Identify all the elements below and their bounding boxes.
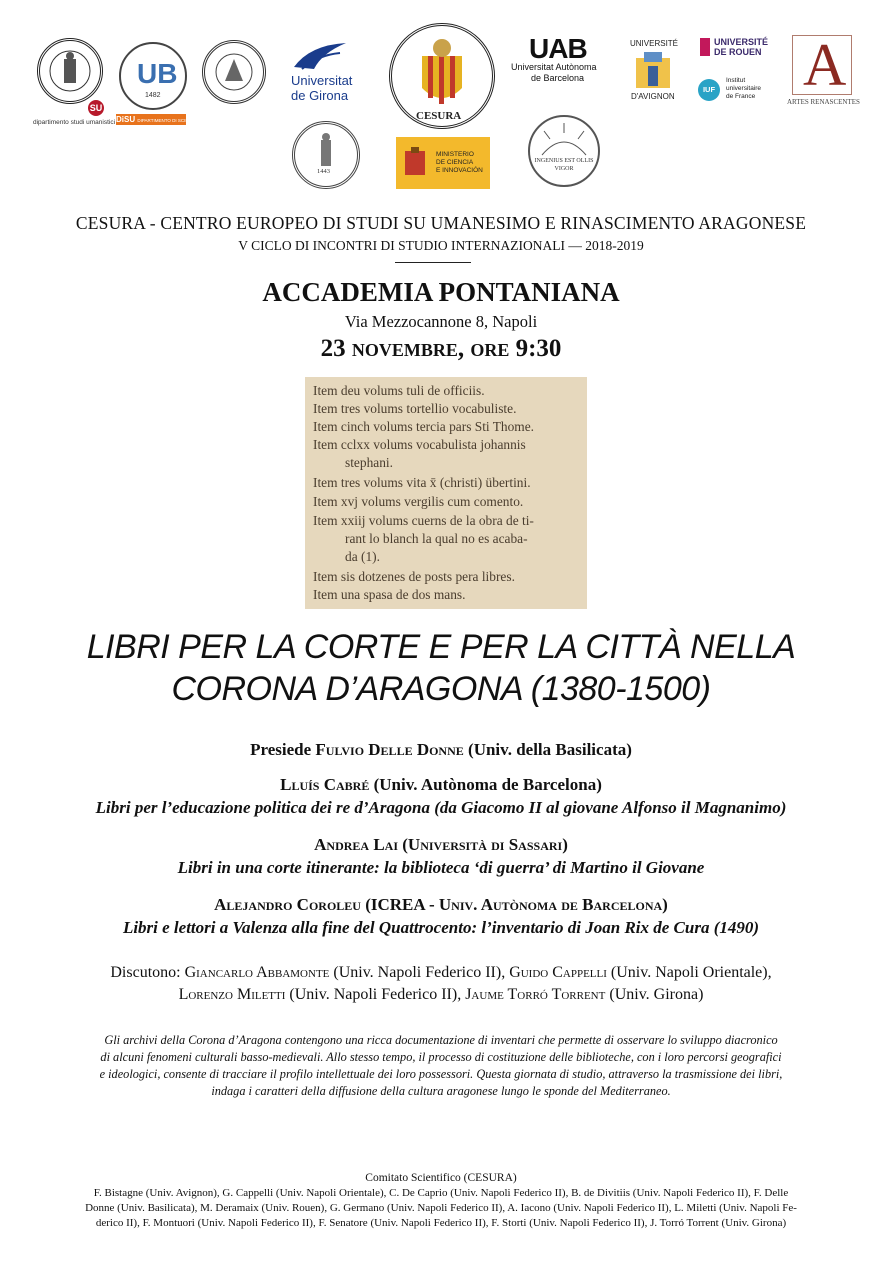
- uab-name-1: Universitat Autònoma: [511, 62, 597, 72]
- committee-line-3: derico II), F. Montuori (Univ. Napoli Federico II), F. Senatore (Univ. Napoli Federico II), F. Storti (Univ. Napoli Federico II), J. Torró Torrent (Univ. Girona): [95, 1217, 787, 1229]
- event-title-line-2: CORONA D’ARAGONA (1380-1500): [171, 670, 711, 708]
- pontaniana-figure-icon: [295, 124, 357, 186]
- artes-mark: A: [803, 32, 847, 98]
- seal-motto: INGENIUS EST OLLIS VIGOR: [534, 158, 594, 172]
- discussion-label: Discutono:: [110, 964, 185, 981]
- talk-3-title: Libri e lettori a Valenza alla fine del Quattrocento: l’inventario di Joan Rix de Cura (1490): [122, 918, 760, 937]
- girona-name-1: Universitat: [291, 73, 353, 88]
- ub-logo: [119, 42, 187, 110]
- talk-1-title: Libri per l’educazione politica dei re d’Aragona (da Giacomo II al giovane Alfonso il Magnanimo): [95, 798, 787, 817]
- venue-address: Via Mezzocannone 8, Napoli: [344, 312, 538, 331]
- manuscript-line: Item xxiij volums cuerns de la obra de ti-: [313, 513, 534, 528]
- ub-year: 1482: [145, 92, 161, 99]
- chair-name: Fulvio Delle Donne: [315, 740, 464, 759]
- manuscript-line: Item cinch volums tercia pars Sti Thome.: [313, 419, 535, 434]
- ministerio-line-1: MINISTERIO: [436, 151, 474, 158]
- manuscript-inventory-image: [305, 377, 587, 609]
- manuscript-line: rant lo blanch la qual no es acaba-: [345, 531, 528, 546]
- dsu-caption: dipartimento studi umanistici: [33, 119, 116, 126]
- disu-mark: DiSU: [116, 115, 136, 124]
- discussant-name: Lorenzo Miletti: [178, 986, 286, 1003]
- ub-mark: UB: [137, 58, 178, 89]
- rouen-name-2: DE ROUEN: [714, 47, 762, 57]
- talk-speaker: Lluís Cabré: [280, 775, 370, 794]
- discussant-name: Giancarlo Abbamonte: [184, 964, 330, 981]
- ministerio-line-2: DE CIENCIA: [436, 159, 474, 166]
- chair-role: Presiede: [250, 740, 316, 759]
- disu-sub: DIPARTIMENTO DI SCIENZE UMANE: [137, 118, 215, 123]
- talk-affiliation: (ICREA - Univ. Autònoma de Barcelona): [360, 895, 668, 914]
- cesura-emblem-logo: [389, 23, 495, 129]
- venue-heading: ACCADEMIA PONTANIANA: [262, 277, 620, 307]
- event-date: [0, 335, 882, 363]
- uab-name-2: de Barcelona: [531, 73, 585, 83]
- iuf-badge: IUF: [698, 79, 720, 101]
- manuscript-line: Item sis dotzenes de posts pera libres.: [313, 569, 515, 584]
- avignon-building-icon: [634, 50, 672, 90]
- committee-line-1: F. Bistagne (Univ. Avignon), G. Cappelli (Univ. Napoli Orientale), C. De Caprio (Univ. Napoli Federico II), B. de Divitiis (Univ. Napoli Federico II), F. Delle: [93, 1187, 789, 1199]
- basilicata-seal-logo: [37, 38, 103, 104]
- header-divider: [395, 262, 471, 263]
- cycle-heading: V CICLO DI INCONTRI DI STUDIO INTERNAZIONALI — 2018-2019: [238, 238, 644, 253]
- artes-frame: [792, 32, 852, 98]
- federico-ii-seal-logo: [202, 40, 266, 104]
- discussant-name: Jaume Torró Torrent: [465, 986, 606, 1003]
- discussion-line-2: [0, 986, 882, 1004]
- discussant-affiliation: (Univ. Napoli Orientale),: [606, 964, 772, 981]
- event-month-time-label: novembre, ore: [345, 335, 516, 362]
- manuscript-line: Item deu volums tuli de officiis.: [313, 383, 485, 398]
- artes-name: ARTES RENASCENTES: [787, 98, 860, 106]
- event-title-line-1: LIBRI PER LA CORTE E PER LA CITTÀ NELLA: [86, 628, 796, 666]
- event-time: 9:30: [515, 335, 562, 362]
- seal-figure-icon: [40, 41, 100, 101]
- chair-line: [0, 740, 882, 760]
- committee-line-2: Donne (Univ. Basilicata), M. Deramaix (Univ. Rouen), G. Germano (Univ. Napoli Federico II), A. Iacono (Univ. Napoli Federico II), L. Miletti (Univ. Napoli Fe-: [85, 1202, 797, 1214]
- dsu-badge: SU: [88, 100, 104, 116]
- manuscript-line: Item cclxx volums vocabulista johannis: [313, 437, 526, 452]
- disu-badge: [116, 114, 215, 125]
- abstract-line-3: e ideologici, consente di tracciare il profilo intellettuale dei loro possessori. Questa giornata di studio, attraverso la trasmissione dei libri,: [99, 1067, 783, 1081]
- rouen-name-1: UNIVERSITÉ: [714, 37, 769, 47]
- discussion-line-1: [0, 964, 882, 982]
- chair-affiliation: (Univ. della Basilicata): [463, 740, 632, 759]
- org-heading: CESURA - CENTRO EUROPEO DI STUDI SU UMANESIMO E RINASCIMENTO ARAGONESE: [75, 213, 807, 233]
- iuf-name-1: Institut: [726, 77, 746, 84]
- discussant-affiliation: (Univ. Napoli Federico II),: [285, 986, 466, 1003]
- avignon-name-1: UNIVERSITÉ: [630, 39, 679, 48]
- rouen-logo-square: [700, 38, 710, 56]
- pontaniana-seal-logo: [292, 121, 360, 189]
- iuf-name-3: de France: [726, 93, 756, 100]
- avignon-name-2: D'AVIGNON: [631, 92, 675, 101]
- talk-speaker: Alejandro Coroleu: [214, 895, 361, 914]
- talk-3-speaker-line: [0, 895, 882, 915]
- girona-name-2: de Girona: [291, 88, 349, 103]
- talk-speaker: Andrea Lai: [314, 835, 399, 854]
- discussant-affiliation: (Univ. Girona): [605, 986, 704, 1003]
- talk-2-speaker-line: [0, 835, 882, 855]
- iuf-name-2: universitaire: [726, 85, 762, 92]
- manuscript-line: stephani.: [345, 455, 393, 470]
- discussant-affiliation: (Univ. Napoli Federico II),: [329, 964, 510, 981]
- manuscript-line: Item tres volums tortellio vocabuliste.: [313, 401, 517, 416]
- talk-1-speaker-line: [0, 775, 882, 795]
- manuscript-line: Item una spasa de dos mans.: [313, 587, 466, 602]
- abstract-line-2: di alcuni fenomeni culturali basso-medievali. Allo stesso tempo, il processo di costituzione delle biblioteche, con i loro percorsi geografici: [100, 1050, 782, 1064]
- ingenius-seal-logo: [528, 115, 600, 187]
- manuscript-line: Item xvj volums vergilis cum comento.: [313, 494, 524, 509]
- girona-bird-icon: [292, 41, 348, 71]
- talk-affiliation: (Univ. Autònoma de Barcelona): [369, 775, 602, 794]
- abstract-line-1: Gli archivi della Corona d’Aragona contengono una ricca documentazione di inventari che permette di osservare lo sviluppo diacronico: [104, 1033, 778, 1047]
- spain-coat-of-arms-icon: [402, 145, 428, 181]
- sunrise-icon: [530, 121, 598, 161]
- seal-emblem-icon: [205, 43, 263, 101]
- uab-mark: UAB: [529, 33, 587, 64]
- ministerio-logo: [396, 137, 490, 189]
- pontaniana-year: 1443: [317, 168, 330, 175]
- manuscript-line: Item tres volums vita x̄ (christi) übertini.: [313, 475, 531, 490]
- committee-heading: Comitato Scientifico (CESURA): [365, 1172, 517, 1184]
- manuscript-line: da (1).: [345, 549, 380, 564]
- talk-affiliation: (Università di Sassari): [398, 835, 568, 854]
- event-day: 23: [320, 335, 346, 362]
- abstract-line-4: indaga i caratteri della diffusione della cultura aragonese lungo le sponde del Mediterraneo.: [211, 1084, 671, 1098]
- discussant-name: Guido Cappelli: [509, 964, 607, 981]
- talk-2-title: Libri in una corte itinerante: la biblioteca ‘di guerra’ di Martino il Giovane: [177, 858, 705, 877]
- ministerio-line-3: E INNOVACIÓN: [436, 167, 483, 174]
- cesura-label: CESURA: [416, 110, 462, 122]
